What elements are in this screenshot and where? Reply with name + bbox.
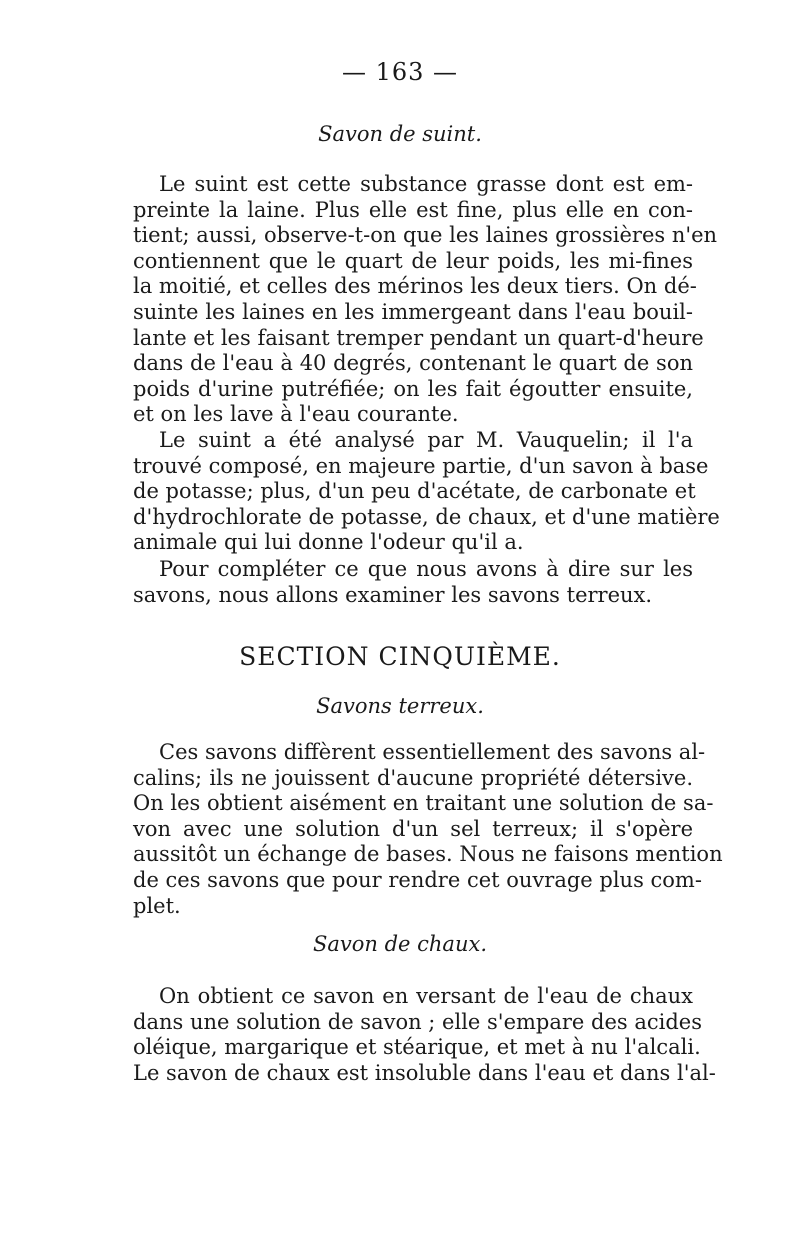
text-line: la moitié, et celles des mérinos les deux tiers. On dé- xyxy=(133,274,697,299)
paragraph-savons-terreux xyxy=(133,740,723,919)
text-line: animale qui lui donne l'odeur qu'il a. xyxy=(133,530,524,555)
paragraph-savon-de-chaux xyxy=(133,984,716,1086)
text-line: plet. xyxy=(133,893,181,918)
text-line: von avec une solution d'un sel terreux; il s'opère xyxy=(133,816,693,841)
text-line: Le suint a été analysé par M. Vauquelin; il l'a xyxy=(159,428,693,452)
text-line: trouvé composé, en majeure partie, d'un savon à base xyxy=(133,453,709,478)
section-heading: SECTION CINQUIÈME. xyxy=(239,642,561,671)
text-line: oléique, margarique et stéarique, et met à nu l'alcali. xyxy=(133,1035,701,1060)
text-line: dans une solution de savon ; elle s'empare des acides xyxy=(133,1009,702,1034)
text-line: d'hydrochlorate de potasse, de chaux, et d'une matière xyxy=(133,504,720,529)
text-line: suinte les laines en les immergeant dans l'eau bouil- xyxy=(133,299,693,324)
text-line: tient; aussi, observe-t-on que les laines grossières n'en xyxy=(133,223,718,248)
text-line: calins; ils ne jouissent d'aucune propriété détersive. xyxy=(133,765,693,790)
text-line: On obtient ce savon en versant de l'eau de chaux xyxy=(159,984,693,1008)
paragraph-suint-analysis xyxy=(133,428,720,556)
text-line: Le savon de chaux est insoluble dans l'eau et dans l'al- xyxy=(133,1060,716,1085)
page-number: — 163 — xyxy=(341,58,459,86)
text-line: Ces savons diffèrent essentiellement des savons al- xyxy=(159,740,706,764)
text-line: aussitôt un échange de bases. Nous ne faisons mention xyxy=(133,842,723,867)
text-line: contiennent que le quart de leur poids, les mi-fines xyxy=(133,248,693,273)
paragraph-suint-conclusion xyxy=(133,557,693,608)
text-line: de potasse; plus, d'un peu d'acétate, de carbonate et xyxy=(133,479,696,504)
text-line: Le suint est cette substance grasse dont est em- xyxy=(159,172,693,196)
text-line: dans de l'eau à 40 degrés, contenant le quart de son xyxy=(133,351,693,376)
text-line: poids d'urine putréfiée; on les fait égoutter ensuite, xyxy=(133,376,693,401)
subheading-savons-terreux: Savons terreux. xyxy=(316,694,484,718)
text-line: de ces savons que pour rendre cet ouvrage plus com- xyxy=(133,867,702,892)
text-line: lante et les faisant tremper pendant un quart-d'heure xyxy=(133,325,704,350)
text-line: Pour compléter ce que nous avons à dire sur les xyxy=(159,557,693,581)
paragraph-suint-description xyxy=(133,172,718,428)
text-line: et on les lave à l'eau courante. xyxy=(133,402,459,427)
heading-savon-de-suint: Savon de suint. xyxy=(318,122,482,146)
text-line: preinte la laine. Plus elle est fine, plus elle en con- xyxy=(133,197,693,222)
heading-savon-de-chaux: Savon de chaux. xyxy=(312,932,487,956)
text-line: savons, nous allons examiner les savons terreux. xyxy=(133,582,653,607)
text-line: On les obtient aisément en traitant une solution de sa- xyxy=(133,791,714,816)
